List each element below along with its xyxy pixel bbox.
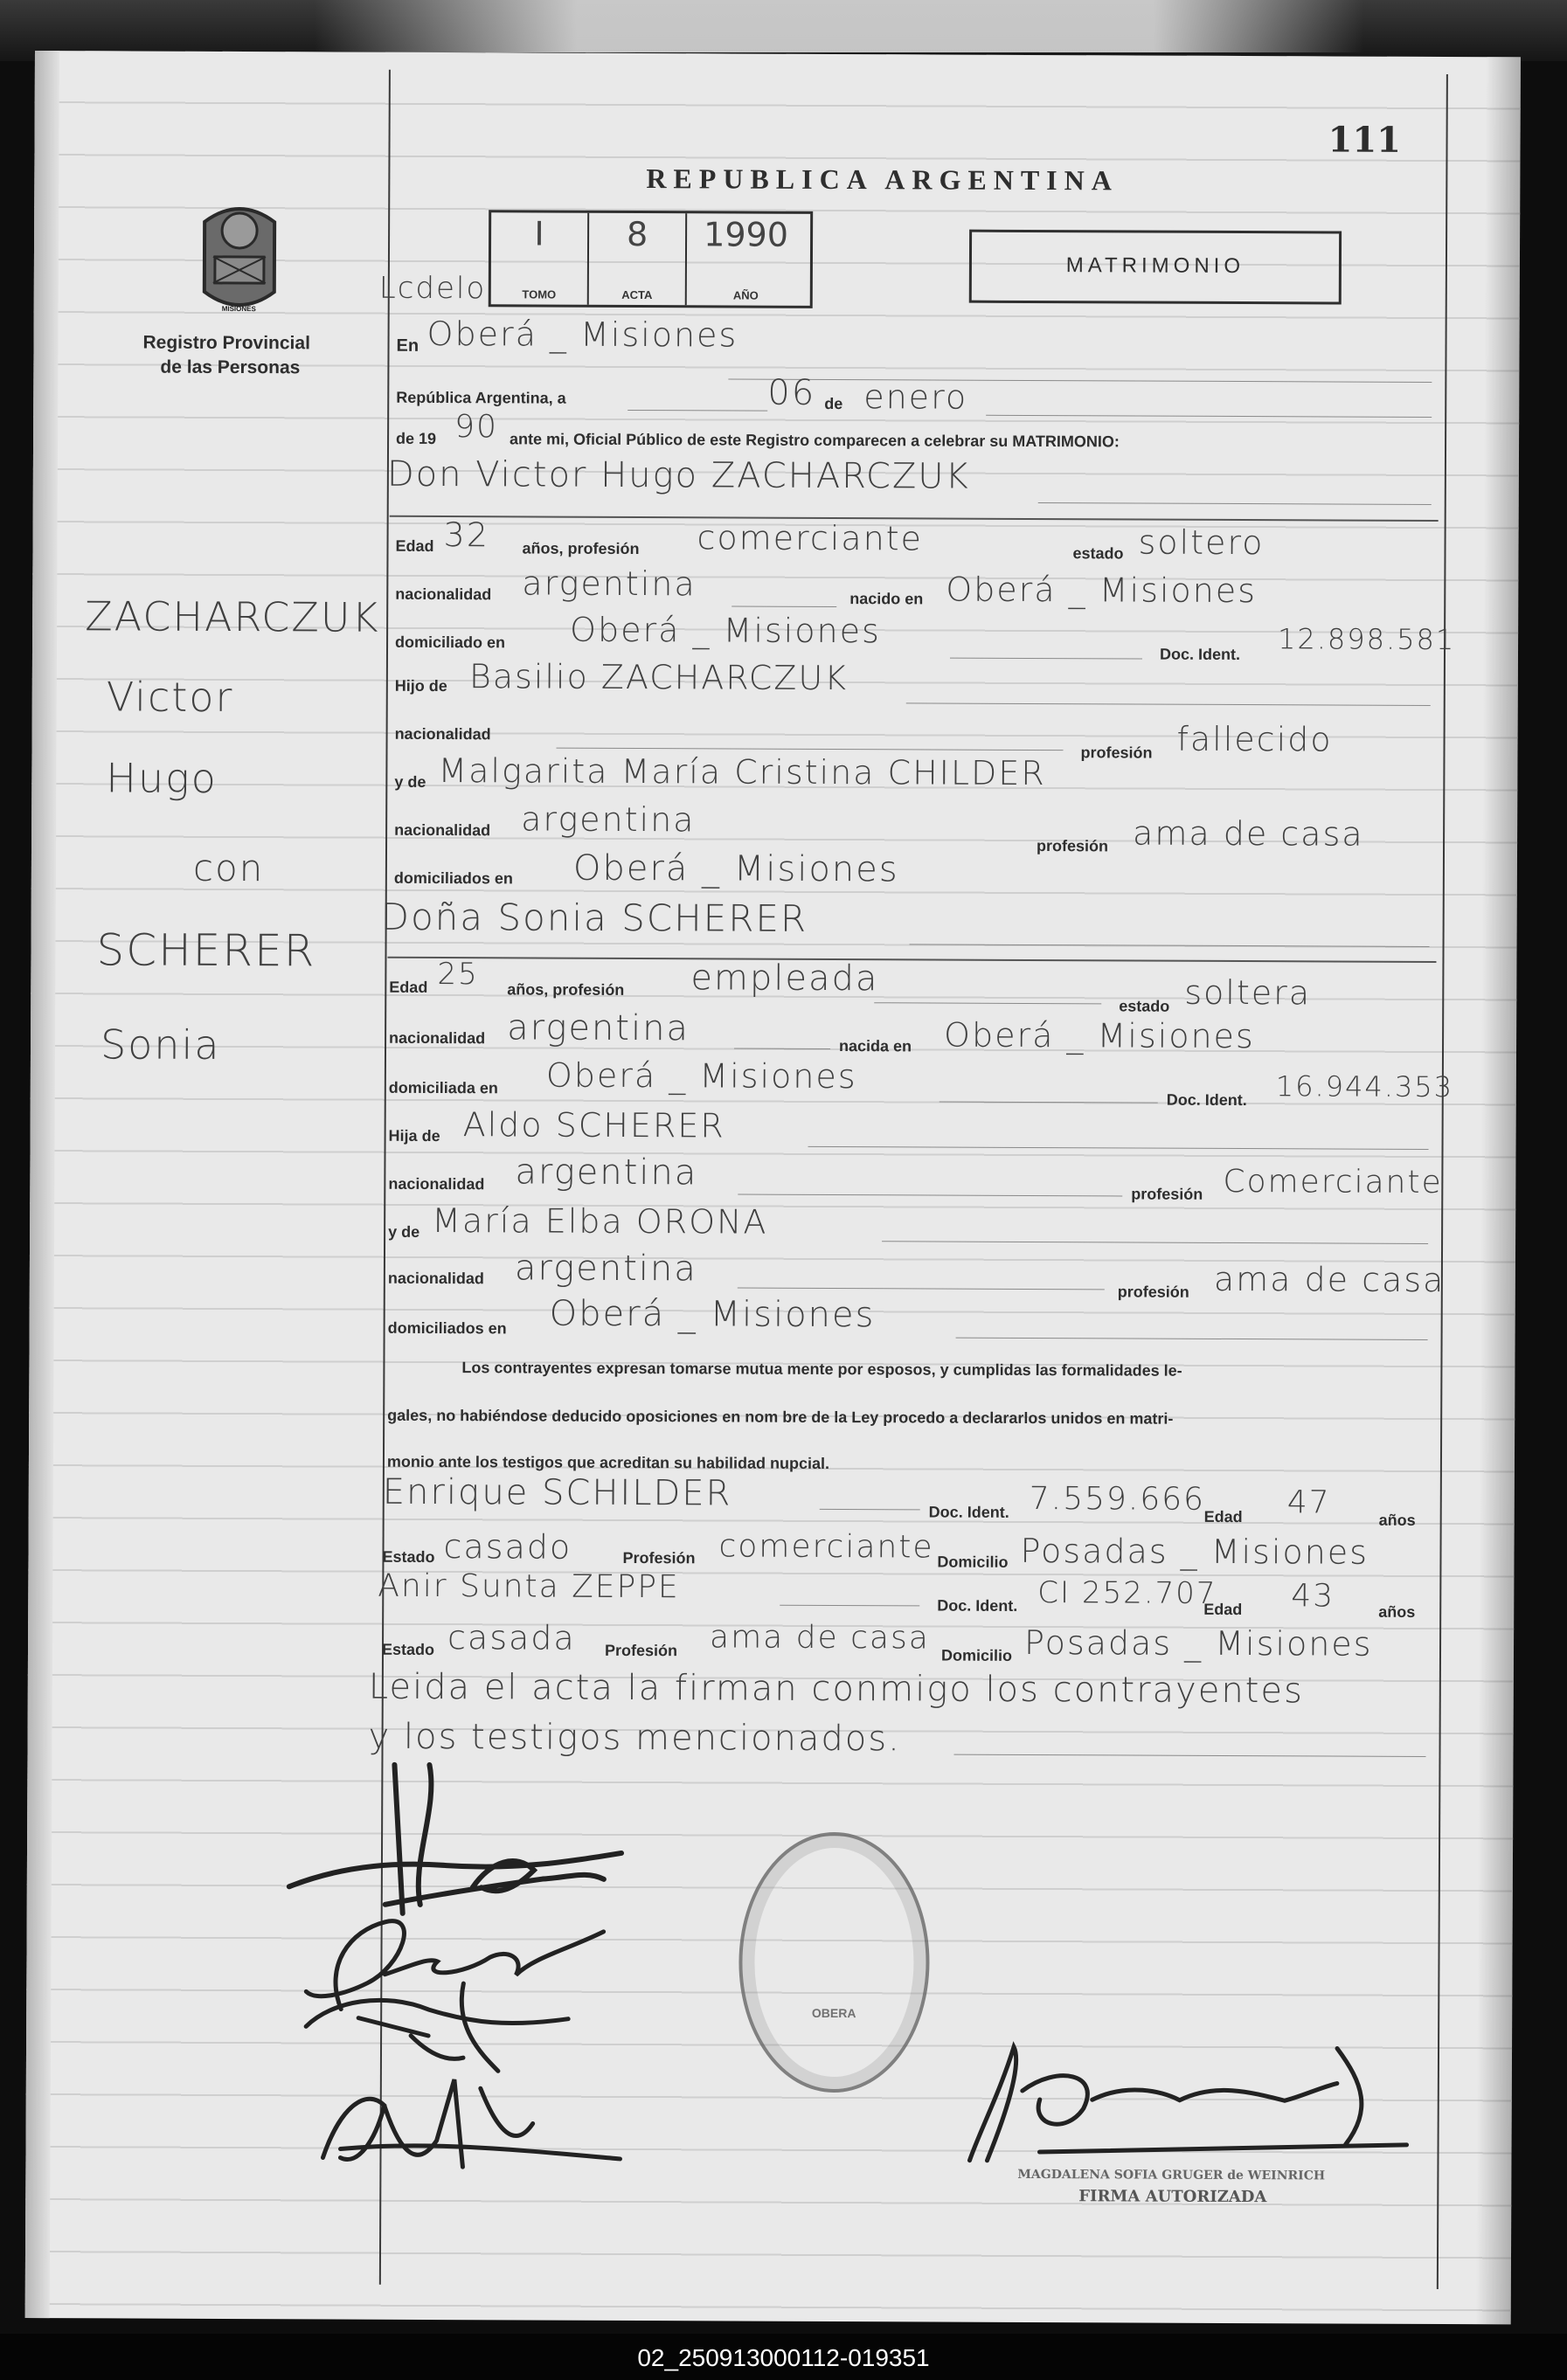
- officer-text: ante mi, Oficial Público de este Registro comparecen a celebrar su MATRIMONIO:: [510, 430, 1120, 451]
- bride-years-profession-label: años, profesión: [507, 980, 625, 999]
- closing-line-1: Leida el acta la firman conmigo los contrayentes: [368, 1666, 1304, 1712]
- groom-nationality-label: nacionalidad: [395, 585, 492, 604]
- en-label: En: [396, 336, 419, 356]
- volume-prefix: Lcdelo: [378, 270, 487, 307]
- groom-doc: 12.898.581: [1277, 622, 1456, 657]
- bride-father-nationality-label: nacionalidad: [388, 1174, 485, 1193]
- witness1-doc-label: Doc. Ident.: [928, 1503, 1009, 1521]
- bride-mother-nationality-label: nacionalidad: [387, 1269, 484, 1288]
- witness1-domicile-label: Domicilio: [937, 1553, 1009, 1571]
- witness1-years-label: años: [1378, 1511, 1416, 1529]
- registry-name-line2: de las Personas: [160, 356, 301, 378]
- tomo-label: TOMO: [522, 287, 557, 301]
- groom-parents-domicile: Oberá _ Misiones: [572, 848, 899, 890]
- bride-father-profession: Comerciante: [1223, 1163, 1443, 1201]
- tomo-value: I: [534, 214, 544, 253]
- bride-doc: 16.944.353: [1275, 1069, 1454, 1104]
- bride-mother-nationality: argentina: [514, 1248, 697, 1290]
- margin-surname-1: ZACHARCZUK: [85, 592, 380, 641]
- witness2-doc: CI 252.707: [1037, 1575, 1217, 1611]
- groom-domicile-label: domiciliado en: [395, 633, 506, 652]
- bride-born-label: nacida en: [838, 1037, 912, 1055]
- margin-surname-2: SCHERER: [96, 924, 316, 977]
- groom-mother-profession-label: profesión: [1036, 837, 1109, 855]
- bride-parents-domicile: Oberá _ Misiones: [549, 1293, 876, 1336]
- groom-age: 32: [443, 515, 490, 555]
- record-type: MATRIMONIO: [1065, 253, 1245, 279]
- groom-doc-label: Doc. Ident.: [1159, 645, 1241, 664]
- witness1-profession-label: Profesión: [622, 1548, 696, 1567]
- anio-label: AÑO: [732, 288, 759, 302]
- witness1-doc: 7.559.666: [1029, 1480, 1206, 1518]
- bride-mother: María Elba ORONA: [432, 1200, 768, 1242]
- bride-mother-profession: ama de casa: [1213, 1259, 1446, 1300]
- bride-father: Aldo SCHERER: [462, 1105, 725, 1145]
- bride-status-label: estado: [1119, 997, 1170, 1015]
- margin-given-1a: Victor: [106, 673, 234, 721]
- record-type-box: [969, 230, 1342, 305]
- witness2-name: Anir Sunta ZEPPE: [378, 1567, 680, 1606]
- witness2-status-label: Estado: [381, 1640, 435, 1659]
- groom-domicile: Oberá _ Misiones: [570, 610, 881, 651]
- marriage-month: enero: [863, 377, 968, 417]
- marriage-place: Oberá _ Misiones: [426, 314, 738, 355]
- acta-label: ACTA: [621, 287, 653, 302]
- witness1-status: casado: [443, 1527, 572, 1567]
- bride-nationality-label: nacionalidad: [389, 1028, 486, 1048]
- witness2-status: casada: [447, 1618, 576, 1657]
- registry-seal-label: MISIONES: [221, 304, 256, 314]
- groom-mother: Malgarita María Cristina CHILDER: [438, 751, 1046, 793]
- witness2-profession-label: Profesión: [604, 1641, 678, 1660]
- groom-name: Don Victor Hugo ZACHARCZUK: [386, 453, 970, 497]
- groom-birthplace: Oberá _ Misiones: [946, 570, 1258, 611]
- country-heading: REPUBLICA ARGENTINA: [646, 163, 1119, 197]
- witness1-status-label: Estado: [382, 1547, 435, 1567]
- witness2-years-label: años: [1378, 1602, 1416, 1621]
- witness1-profession: comerciante: [718, 1528, 934, 1566]
- witness1-name: Enrique SCHILDER: [382, 1471, 732, 1514]
- groom-mother-label: y de: [394, 772, 426, 791]
- official-stamp: [738, 1832, 930, 2093]
- groom-age-label: Edad: [395, 536, 434, 555]
- margin-joiner: con: [192, 846, 265, 890]
- groom-status-label: estado: [1072, 544, 1124, 563]
- groom-father-profession: fallecido: [1176, 719, 1333, 759]
- bride-age-label: Edad: [389, 978, 428, 996]
- groom-father: Basilio ZACHARCZUK: [468, 657, 849, 698]
- groom-parents-domicile-label: domiciliados en: [393, 868, 513, 888]
- groom-years-profession-label: años, profesión: [522, 539, 640, 558]
- book-spine: [25, 51, 59, 2318]
- declaration-line-2: gales, no habiéndose deducido oposiciones en nom bre de la Ley procedo a declararlos unidos en matri-: [387, 1406, 1174, 1428]
- bride-profession: empleada: [690, 958, 879, 1000]
- registry-name-line1: Registro Provincial: [142, 332, 310, 354]
- stamp-text: OBERA: [811, 2005, 856, 2021]
- groom-father-profession-label: profesión: [1080, 744, 1153, 762]
- bride-birthplace: Oberá _ Misiones: [943, 1015, 1255, 1056]
- witness2-age-label: Edad: [1203, 1600, 1243, 1619]
- witness2-doc-label: Doc. Ident.: [937, 1596, 1018, 1615]
- groom-profession: comerciante: [697, 518, 924, 558]
- bride-domicile-label: domiciliada en: [388, 1078, 498, 1097]
- bride-doc-label: Doc. Ident.: [1166, 1090, 1247, 1110]
- page-edge-shade: [1476, 57, 1521, 2324]
- witness2-age: 43: [1291, 1578, 1335, 1615]
- bride-domicile: Oberá _ Misiones: [545, 1055, 857, 1097]
- groom-father-nationality-label: nacionalidad: [394, 724, 491, 744]
- witness2-domicile-label: Domicilio: [940, 1646, 1013, 1664]
- year-suffix: 90: [454, 409, 499, 446]
- marriage-day: 06: [767, 372, 816, 413]
- anio-value: 1990: [704, 215, 789, 254]
- register-page: [25, 51, 1521, 2324]
- scan-footer: [0, 2334, 1567, 2380]
- margin-given-1b: Hugo: [106, 754, 218, 802]
- witness2-profession: ama de casa: [709, 1619, 930, 1657]
- bride-mother-label: y de: [388, 1222, 420, 1241]
- date-prefix: República Argentina, a: [396, 388, 566, 407]
- witness1-age-label: Edad: [1203, 1507, 1243, 1526]
- official-signature: [952, 2012, 1425, 2189]
- bride-parents-domicile-label: domiciliados en: [387, 1318, 507, 1338]
- declaration-line-3: monio ante los testigos que acreditan su habilidad nupcial.: [386, 1452, 830, 1472]
- bride-age: 25: [437, 957, 479, 993]
- official-name: MAGDALENA SOFIA GRUGER de WEINRICH: [1017, 2167, 1326, 2183]
- day-de-label: de: [824, 394, 843, 413]
- witness2-signature: [288, 2052, 655, 2194]
- year-prefix: de 19: [396, 429, 437, 448]
- groom-mother-nationality: argentina: [521, 799, 696, 840]
- witness1-domicile: Posadas _ Misiones: [1020, 1531, 1369, 1572]
- bride-mother-profession-label: profesión: [1117, 1283, 1189, 1301]
- official-title: FIRMA AUTORIZADA: [1078, 2187, 1267, 2207]
- bride-nationality: argentina: [507, 1007, 690, 1049]
- folio-number: 111: [1328, 119, 1402, 161]
- declaration-line-1: Los contrayentes expresan tomarse mutua mente por esposos, y cumplidas las formalidades le-: [461, 1359, 1182, 1380]
- witness2-domicile: Posadas _ Misiones: [1023, 1622, 1373, 1664]
- bride-father-nationality: argentina: [515, 1152, 698, 1193]
- groom-mother-nationality-label: nacionalidad: [394, 820, 491, 840]
- groom-father-label: Hijo de: [394, 676, 447, 695]
- groom-born-label: nacido en: [849, 590, 924, 608]
- bride-father-label: Hija de: [388, 1126, 440, 1145]
- groom-status: soltero: [1138, 522, 1265, 563]
- acta-value: 8: [626, 214, 648, 254]
- bride-name: Doña Sonia SCHERER: [380, 895, 808, 940]
- volume-box: [489, 210, 813, 308]
- bride-status: soltera: [1184, 972, 1312, 1013]
- witness1-age: 47: [1286, 1484, 1331, 1521]
- closing-line-2: y los testigos mencionados.: [368, 1716, 901, 1760]
- margin-given-2: Sonia: [100, 1020, 221, 1069]
- groom-nationality: argentina: [522, 564, 697, 604]
- groom-mother-profession: ama de casa: [1133, 813, 1364, 854]
- bride-father-profession-label: profesión: [1131, 1185, 1203, 1203]
- scan-top-glare: [315, 0, 1363, 52]
- file-identifier: 02_250913000112-019351: [637, 2344, 930, 2371]
